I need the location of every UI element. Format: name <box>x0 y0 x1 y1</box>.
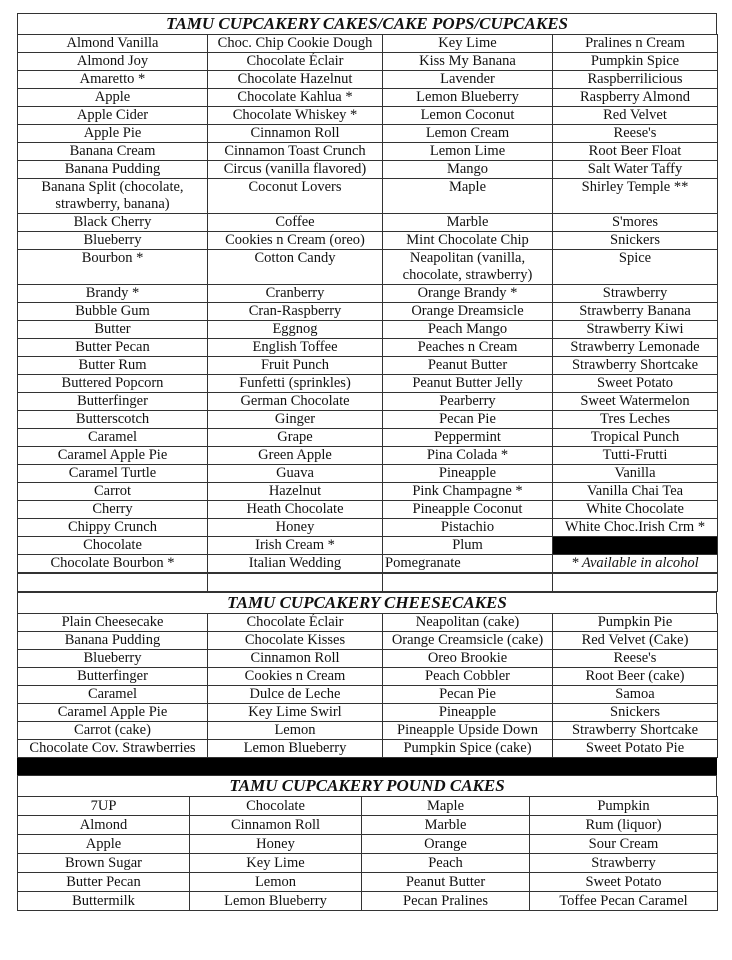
flavor-cell: Choc. Chip Cookie Dough <box>208 35 383 53</box>
flavor-cell: Sweet Potato <box>553 375 718 393</box>
flavor-cell: Red Velvet (Cake) <box>553 632 718 650</box>
cakes-section-title: TAMU CUPCAKERY CAKES/CAKE POPS/CUPCAKES <box>17 13 717 34</box>
flavor-cell: Tres Leches <box>553 411 718 429</box>
flavor-cell: Lavender <box>383 71 553 89</box>
table-row <box>18 704 718 722</box>
flavor-cell: Buttermilk <box>18 892 190 911</box>
flavor-cell: Blueberry <box>18 232 208 250</box>
flavor-cell: Pina Colada * <box>383 447 553 465</box>
flavor-cell: Peanut Butter <box>383 357 553 375</box>
table-row <box>18 411 718 429</box>
flavor-cell: Lemon <box>190 873 362 892</box>
cheesecakes-section-title: TAMU CUPCAKERY CHEESECAKES <box>17 592 717 613</box>
cakes-spacer-row <box>17 573 718 592</box>
table-row <box>18 429 718 447</box>
table-row <box>18 555 718 573</box>
table-row <box>18 321 718 339</box>
flavor-cell: Reese's <box>553 125 718 143</box>
flavor-cell: Lemon Lime <box>383 143 553 161</box>
flavor-cell: Strawberry Banana <box>553 303 718 321</box>
flavor-cell: Cookies n Cream <box>208 668 383 686</box>
flavor-cell: Cinnamon Toast Crunch <box>208 143 383 161</box>
flavor-cell: Pumpkin Pie <box>553 614 718 632</box>
flavor-cell: Apple Pie <box>18 125 208 143</box>
flavor-cell: Heath Chocolate <box>208 501 383 519</box>
flavor-cell: Butterfinger <box>18 668 208 686</box>
table-row <box>18 53 718 71</box>
flavor-cell: Coffee <box>208 214 383 232</box>
flavor-cell: Buttered Popcorn <box>18 375 208 393</box>
flavor-cell: Orange <box>362 835 530 854</box>
flavor-cell: Raspberry Almond <box>553 89 718 107</box>
flavor-cell: Marble <box>383 214 553 232</box>
table-row <box>18 303 718 321</box>
flavor-cell: Honey <box>190 835 362 854</box>
table-row <box>18 668 718 686</box>
table-row <box>18 250 718 285</box>
flavor-cell: Peppermint <box>383 429 553 447</box>
flavor-cell: Caramel Turtle <box>18 465 208 483</box>
flavor-cell: Maple <box>383 179 553 214</box>
table-row <box>18 161 718 179</box>
flavor-cell: Italian Wedding <box>208 555 383 573</box>
flavor-cell: Lemon <box>208 722 383 740</box>
flavor-cell: English Toffee <box>208 339 383 357</box>
flavor-cell: Eggnog <box>208 321 383 339</box>
pound-cakes-table <box>17 796 718 911</box>
flavor-cell: Banana Split (chocolate, strawberry, banana) <box>18 179 208 214</box>
table-row <box>18 740 718 758</box>
black-divider-bar <box>17 758 717 775</box>
cheesecakes-table <box>17 613 718 758</box>
flavor-cell: Caramel <box>18 686 208 704</box>
flavor-cell: Almond Joy <box>18 53 208 71</box>
table-row <box>18 71 718 89</box>
flavor-cell: Kiss My Banana <box>383 53 553 71</box>
flavor-cell: Cran-Raspberry <box>208 303 383 321</box>
flavor-cell: Bubble Gum <box>18 303 208 321</box>
flavor-cell: Butter Pecan <box>18 339 208 357</box>
flavor-cell: Strawberry Lemonade <box>553 339 718 357</box>
table-row <box>18 632 718 650</box>
flavor-cell: Peanut Butter <box>362 873 530 892</box>
flavor-cell: Pumpkin <box>530 797 718 816</box>
flavor-cell: Root Beer Float <box>553 143 718 161</box>
flavor-cell: Rum (liquor) <box>530 816 718 835</box>
flavor-cell: Carrot <box>18 483 208 501</box>
flavor-cell: Plum <box>383 537 553 555</box>
flavor-cell: Cranberry <box>208 285 383 303</box>
flavor-cell: Pecan Pie <box>383 411 553 429</box>
flavor-cell: Strawberry Shortcake <box>553 722 718 740</box>
table-row <box>18 339 718 357</box>
menu-sheet <box>17 13 717 911</box>
flavor-cell: Bourbon * <box>18 250 208 285</box>
flavor-cell: White Choc.Irish Crm * <box>553 519 718 537</box>
flavor-cell: Pecan Pie <box>383 686 553 704</box>
flavor-cell: Chocolate Hazelnut <box>208 71 383 89</box>
flavor-cell: Red Velvet <box>553 107 718 125</box>
flavor-cell: Sour Cream <box>530 835 718 854</box>
table-row <box>18 519 718 537</box>
flavor-cell: Banana Pudding <box>18 632 208 650</box>
flavor-cell: Honey <box>208 519 383 537</box>
flavor-cell: Green Apple <box>208 447 383 465</box>
flavor-cell: Tropical Punch <box>553 429 718 447</box>
flavor-cell: Sweet Watermelon <box>553 393 718 411</box>
flavor-cell: Pumpkin Spice <box>553 53 718 71</box>
table-row <box>18 89 718 107</box>
flavor-cell: Pecan Pralines <box>362 892 530 911</box>
flavor-cell: Butter <box>18 321 208 339</box>
flavor-cell: Banana Pudding <box>18 161 208 179</box>
flavor-cell: Brown Sugar <box>18 854 190 873</box>
flavor-cell: Chippy Crunch <box>18 519 208 537</box>
table-row <box>18 143 718 161</box>
flavor-cell: Pistachio <box>383 519 553 537</box>
flavor-cell: Irish Cream * <box>208 537 383 555</box>
table-row <box>18 873 718 892</box>
flavor-cell: Pink Champagne * <box>383 483 553 501</box>
flavor-cell: Pineapple <box>383 465 553 483</box>
table-row <box>18 614 718 632</box>
table-row <box>18 722 718 740</box>
flavor-cell: Raspberrilicious <box>553 71 718 89</box>
flavor-cell: Lemon Blueberry <box>190 892 362 911</box>
flavor-cell: Fruit Punch <box>208 357 383 375</box>
table-row <box>18 501 718 519</box>
flavor-cell: Chocolate Cov. Strawberries <box>18 740 208 758</box>
table-row <box>18 835 718 854</box>
flavor-cell: Chocolate Éclair <box>208 614 383 632</box>
flavor-cell: Snickers <box>553 232 718 250</box>
flavor-cell: Shirley Temple ** <box>553 179 718 214</box>
flavor-cell: Marble <box>362 816 530 835</box>
flavor-cell: Pumpkin Spice (cake) <box>383 740 553 758</box>
flavor-cell: Amaretto * <box>18 71 208 89</box>
table-row <box>18 125 718 143</box>
flavor-cell: Neapolitan (vanilla, chocolate, strawberry) <box>383 250 553 285</box>
flavor-cell: White Chocolate <box>553 501 718 519</box>
flavor-cell: Cotton Candy <box>208 250 383 285</box>
flavor-cell: Reese's <box>553 650 718 668</box>
table-row <box>18 650 718 668</box>
flavor-cell: Orange Creamsicle (cake) <box>383 632 553 650</box>
flavor-cell: Coconut Lovers <box>208 179 383 214</box>
flavor-cell: 7UP <box>18 797 190 816</box>
flavor-cell: Butter Rum <box>18 357 208 375</box>
alcohol-note: * Available in alcohol <box>553 555 718 573</box>
flavor-cell: Strawberry Shortcake <box>553 357 718 375</box>
flavor-cell: Almond <box>18 816 190 835</box>
flavor-cell: Pineapple <box>383 704 553 722</box>
flavor-cell: Root Beer (cake) <box>553 668 718 686</box>
flavor-cell: Tutti-Frutti <box>553 447 718 465</box>
flavor-cell: Chocolate <box>18 537 208 555</box>
flavor-cell: Almond Vanilla <box>18 35 208 53</box>
flavor-cell: Orange Brandy * <box>383 285 553 303</box>
flavor-cell: Caramel Apple Pie <box>18 447 208 465</box>
table-row <box>18 393 718 411</box>
flavor-cell: Snickers <box>553 704 718 722</box>
flavor-cell: Hazelnut <box>208 483 383 501</box>
table-row <box>18 537 718 555</box>
flavor-cell: Chocolate Kisses <box>208 632 383 650</box>
flavor-cell: Sweet Potato Pie <box>553 740 718 758</box>
flavor-cell: Strawberry <box>530 854 718 873</box>
flavor-cell: Lemon Coconut <box>383 107 553 125</box>
table-row <box>18 797 718 816</box>
pound-cakes-section-title: TAMU CUPCAKERY POUND CAKES <box>17 775 717 796</box>
flavor-cell: Plain Cheesecake <box>18 614 208 632</box>
flavor-cell: Circus (vanilla flavored) <box>208 161 383 179</box>
flavor-cell: Maple <box>362 797 530 816</box>
flavor-cell: Cookies n Cream (oreo) <box>208 232 383 250</box>
flavor-cell: Chocolate Whiskey * <box>208 107 383 125</box>
flavor-cell: Orange Dreamsicle <box>383 303 553 321</box>
flavor-cell: Pomegranate <box>383 555 553 573</box>
flavor-cell: S'mores <box>553 214 718 232</box>
flavor-cell: Blueberry <box>18 650 208 668</box>
table-row <box>18 357 718 375</box>
flavor-cell: Brandy * <box>18 285 208 303</box>
table-row <box>18 892 718 911</box>
flavor-cell: Butterfinger <box>18 393 208 411</box>
flavor-cell: Peach <box>362 854 530 873</box>
table-row <box>18 285 718 303</box>
flavor-cell: Chocolate Kahlua * <box>208 89 383 107</box>
flavor-cell: Ginger <box>208 411 383 429</box>
flavor-cell: Oreo Brookie <box>383 650 553 668</box>
flavor-cell: Caramel Apple Pie <box>18 704 208 722</box>
cakes-table <box>17 34 718 573</box>
flavor-cell: Salt Water Taffy <box>553 161 718 179</box>
flavor-cell: Lemon Cream <box>383 125 553 143</box>
flavor-cell: Lemon Blueberry <box>208 740 383 758</box>
flavor-cell: Key Lime <box>383 35 553 53</box>
flavor-cell: Mint Chocolate Chip <box>383 232 553 250</box>
table-row <box>18 465 718 483</box>
flavor-cell: Chocolate <box>190 797 362 816</box>
table-row <box>18 214 718 232</box>
table-row <box>18 232 718 250</box>
flavor-cell: Vanilla <box>553 465 718 483</box>
table-row <box>18 35 718 53</box>
flavor-cell: Mango <box>383 161 553 179</box>
flavor-cell: Neapolitan (cake) <box>383 614 553 632</box>
flavor-cell: Funfetti (sprinkles) <box>208 375 383 393</box>
table-row <box>18 179 718 214</box>
flavor-cell: Vanilla Chai Tea <box>553 483 718 501</box>
flavor-cell: Peanut Butter Jelly <box>383 375 553 393</box>
flavor-cell: Toffee Pecan Caramel <box>530 892 718 911</box>
flavor-cell: Key Lime Swirl <box>208 704 383 722</box>
flavor-cell: Pineapple Upside Down <box>383 722 553 740</box>
table-row <box>18 447 718 465</box>
black-filled-cell <box>553 537 718 555</box>
flavor-cell: Guava <box>208 465 383 483</box>
flavor-cell: German Chocolate <box>208 393 383 411</box>
table-row <box>18 686 718 704</box>
table-row <box>18 816 718 835</box>
flavor-cell: Banana Cream <box>18 143 208 161</box>
flavor-cell: Caramel <box>18 429 208 447</box>
flavor-cell: Cinnamon Roll <box>208 125 383 143</box>
table-row <box>18 483 718 501</box>
flavor-cell: Spice <box>553 250 718 285</box>
flavor-cell: Grape <box>208 429 383 447</box>
table-row <box>18 375 718 393</box>
flavor-cell: Samoa <box>553 686 718 704</box>
flavor-cell: Chocolate Éclair <box>208 53 383 71</box>
flavor-cell: Strawberry Kiwi <box>553 321 718 339</box>
table-row <box>18 854 718 873</box>
flavor-cell: Key Lime <box>190 854 362 873</box>
flavor-cell: Strawberry <box>553 285 718 303</box>
flavor-cell: Pearberry <box>383 393 553 411</box>
table-row <box>18 107 718 125</box>
flavor-cell: Butter Pecan <box>18 873 190 892</box>
flavor-cell: Sweet Potato <box>530 873 718 892</box>
flavor-cell: Black Cherry <box>18 214 208 232</box>
flavor-cell: Pralines n Cream <box>553 35 718 53</box>
flavor-cell: Peach Mango <box>383 321 553 339</box>
flavor-cell: Butterscotch <box>18 411 208 429</box>
flavor-cell: Cinnamon Roll <box>190 816 362 835</box>
flavor-cell: Cherry <box>18 501 208 519</box>
flavor-cell: Apple <box>18 835 190 854</box>
flavor-cell: Pineapple Coconut <box>383 501 553 519</box>
flavor-cell: Cinnamon Roll <box>208 650 383 668</box>
flavor-cell: Apple Cider <box>18 107 208 125</box>
flavor-cell: Peach Cobbler <box>383 668 553 686</box>
flavor-cell: Lemon Blueberry <box>383 89 553 107</box>
flavor-cell: Chocolate Bourbon * <box>18 555 208 573</box>
flavor-cell: Dulce de Leche <box>208 686 383 704</box>
flavor-cell: Carrot (cake) <box>18 722 208 740</box>
flavor-cell: Peaches n Cream <box>383 339 553 357</box>
flavor-cell: Apple <box>18 89 208 107</box>
